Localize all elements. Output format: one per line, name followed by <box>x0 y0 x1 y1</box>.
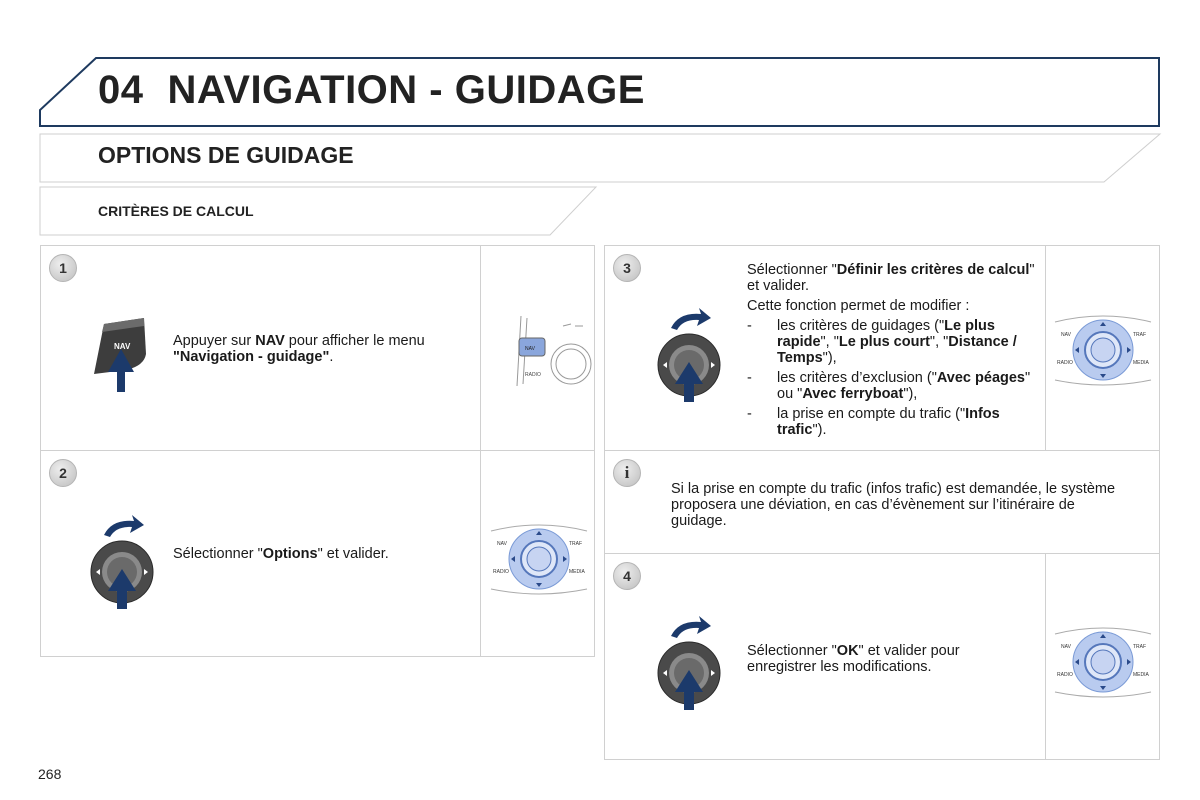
step-badge: 2 <box>49 459 77 487</box>
page-number: 268 <box>38 766 62 782</box>
step-3-intro: Sélectionner "Définir les critères de calcul" et valider. <box>747 262 1035 294</box>
divider <box>1045 554 1046 759</box>
rotary-knob-press-icon <box>653 302 728 404</box>
svg-text:RADIO: RADIO <box>1057 672 1073 678</box>
step-3-box <box>604 245 1160 451</box>
svg-text:RADIO: RADIO <box>1057 360 1073 366</box>
criteria-list <box>747 318 1039 438</box>
control-panel-illustration <box>1053 314 1153 386</box>
chapter-number: 04 <box>98 68 144 112</box>
svg-text:NAV: NAV <box>1061 644 1071 650</box>
subsection-title: CRITÈRES DE CALCUL <box>98 203 254 219</box>
step-2-text: Sélectionner "Options" et valider. <box>173 546 389 562</box>
step-1-box <box>40 245 595 451</box>
svg-text:RADIO: RADIO <box>493 569 509 575</box>
svg-text:MEDIA: MEDIA <box>1133 672 1149 678</box>
step-3-text <box>747 262 1039 442</box>
svg-text:MEDIA: MEDIA <box>1133 360 1149 366</box>
nav-button-press-icon <box>86 314 156 394</box>
chapter-name: NAVIGATION - GUIDAGE <box>167 68 645 112</box>
svg-text:NAV: NAV <box>497 541 507 547</box>
info-box <box>604 450 1160 554</box>
step-2-box <box>40 450 595 657</box>
info-icon: i <box>613 459 641 487</box>
list-item: - les critères d’exclusion ("Avec péages" ou "Avec ferryboat"), <box>747 370 1039 402</box>
chapter-title <box>98 68 645 113</box>
step-1-text: Appuyer sur NAV pour afficher le menu "Navigation - guidage". <box>173 333 425 365</box>
svg-text:TRAF: TRAF <box>1133 332 1147 338</box>
step-badge: 3 <box>613 254 641 282</box>
divider <box>480 451 481 656</box>
nav-panel-illustration <box>513 314 593 394</box>
step-4-text: Sélectionner "OK" et valider pour enregistrer les modifications. <box>747 643 960 675</box>
step-badge: 4 <box>613 562 641 590</box>
svg-text:TRAF: TRAF <box>1133 644 1147 650</box>
list-item: - les critères de guidages ("Le plus rapide", "Le plus court", "Distance / Temps"), <box>747 318 1039 366</box>
svg-text:RADIO: RADIO <box>525 372 541 378</box>
step-3-desc: Cette fonction permet de modifier : <box>747 298 970 314</box>
section-title: OPTIONS DE GUIDAGE <box>98 142 354 168</box>
step-badge: 1 <box>49 254 77 282</box>
svg-text:NAV: NAV <box>1061 332 1071 338</box>
rotary-knob-press-icon <box>86 509 161 611</box>
rotary-knob-press-icon <box>653 610 728 712</box>
control-panel-illustration <box>489 523 589 595</box>
svg-text:MEDIA: MEDIA <box>569 569 585 575</box>
svg-text:NAV: NAV <box>525 346 535 352</box>
divider <box>1045 246 1046 450</box>
nav-button-label: NAV <box>114 342 131 351</box>
divider <box>480 246 481 450</box>
info-text: Si la prise en compte du trafic (infos trafic) est demandée, le système proposera une déviation, en cas d’évènement sur l’itinéraire de guidage. <box>671 481 1116 529</box>
step-4-box <box>604 553 1160 760</box>
control-panel-illustration <box>1053 626 1153 698</box>
list-item: - la prise en compte du trafic ("Infos trafic"). <box>747 406 1039 438</box>
svg-text:TRAF: TRAF <box>569 541 583 547</box>
